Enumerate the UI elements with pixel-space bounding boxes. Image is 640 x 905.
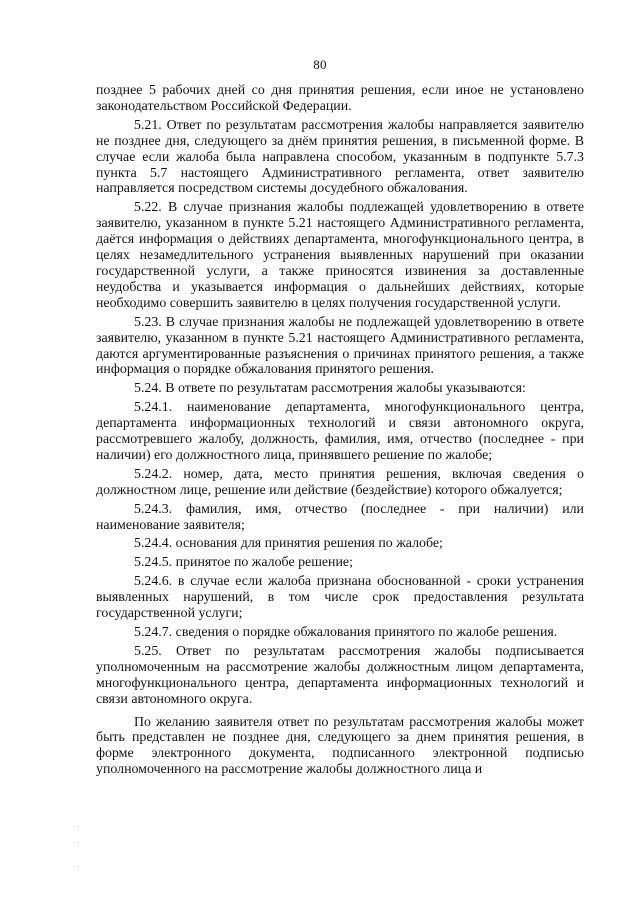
document-body [96, 83, 584, 778]
paragraph-5-24-4: 5.24.4. основания для принятия решения по жалобе; [134, 536, 443, 552]
scan-speck [78, 826, 79, 827]
scan-speck [78, 866, 79, 867]
paragraph-5-24-2: 5.24.2. номер, дата, место принятия решения, включая сведения о должностном лице, решение или действие (бездействие) которого обжалуется; [96, 466, 584, 498]
paragraph-5-24-3: 5.24.3. фамилия, имя, отчество (последнее - при наличии) или наименование заявителя; [96, 501, 584, 533]
scan-speck [78, 842, 79, 843]
paragraph-5-24: 5.24. В ответе по результатам рассмотрения жалобы указываются: [134, 381, 526, 397]
paragraph-5-25: 5.25. Ответ по результатам рассмотрения жалобы подписывается уполномоченным на рассмотрение жалобы должностным лицом департамента, многофункционального центра, департамента информационных технологий и связи автономного округа. [96, 643, 584, 707]
paragraph-5-21: 5.21. Ответ по результатам рассмотрения жалобы направляется заявителю не позднее дня, следующего за днём принятия решения, в письменной форме. В случае если жалоба была направлена способом, указанным в подпункте 5.7.3 пункта 5.7 настоящего Административного регламента, ответ заявителю направляется посредством системы досудебного обжалования. [96, 117, 584, 197]
page-number: 80 [313, 57, 327, 72]
paragraph-5-24-1: 5.24.1. наименование департамента, многофункционального центра, департамента информационных технологий и связи автономного округа, рассмотревшего жалобу, должность, фамилия, имя, отчество (последнее - при наличии) его должностного лица, принявшего решение по жалобе; [96, 400, 584, 463]
paragraph-5-24-6: 5.24.6. в случае если жалоба признана обоснованной - сроки устранения выявленных нарушений, в том числе срок предоставления результата государственной услуги; [96, 574, 584, 622]
paragraph-continuation: позднее 5 рабочих дней со дня принятия решения, если иное не установлено законодательством Российской Федерации. [96, 83, 584, 114]
paragraph-5-24-5: 5.24.5. принятое по жалобе решение; [134, 555, 353, 571]
paragraph-electronic-answer: По желанию заявителя ответ по результатам рассмотрения жалобы может быть представлен не позднее дня, следующего за днем принятия решения, в форме электронного документа, подписанного электронной подписью уполномоченного на рассмотрение жалобы должностного лица и [96, 714, 584, 778]
paragraph-5-22: 5.22. В случае признания жалобы подлежащей удовлетворению в ответе заявителю, указанном в пункте 5.21 настоящего Административного регламента, даётся информация о действиях департамента, многофункционального центра, в целях незамедлительного устранения выявленных нарушений при оказании государственной услуги, а также приносятся извинения за доставленные неудобства и указывается информация о дальнейших действиях, которые необходимо совершить заявителю в целях получения государственной услуги. [96, 200, 584, 311]
paragraph-5-23: 5.23. В случае признания жалобы не подлежащей удовлетворению в ответе заявителю, указанном в пункте 5.21 настоящего Административного регламента, даются аргументированные разъяснения о причинах принятого решения, а также информация о порядке обжалования принятого решения. [96, 314, 584, 378]
paragraph-5-24-7: 5.24.7. сведения о порядке обжалования принятого по жалобе решения. [134, 625, 558, 640]
